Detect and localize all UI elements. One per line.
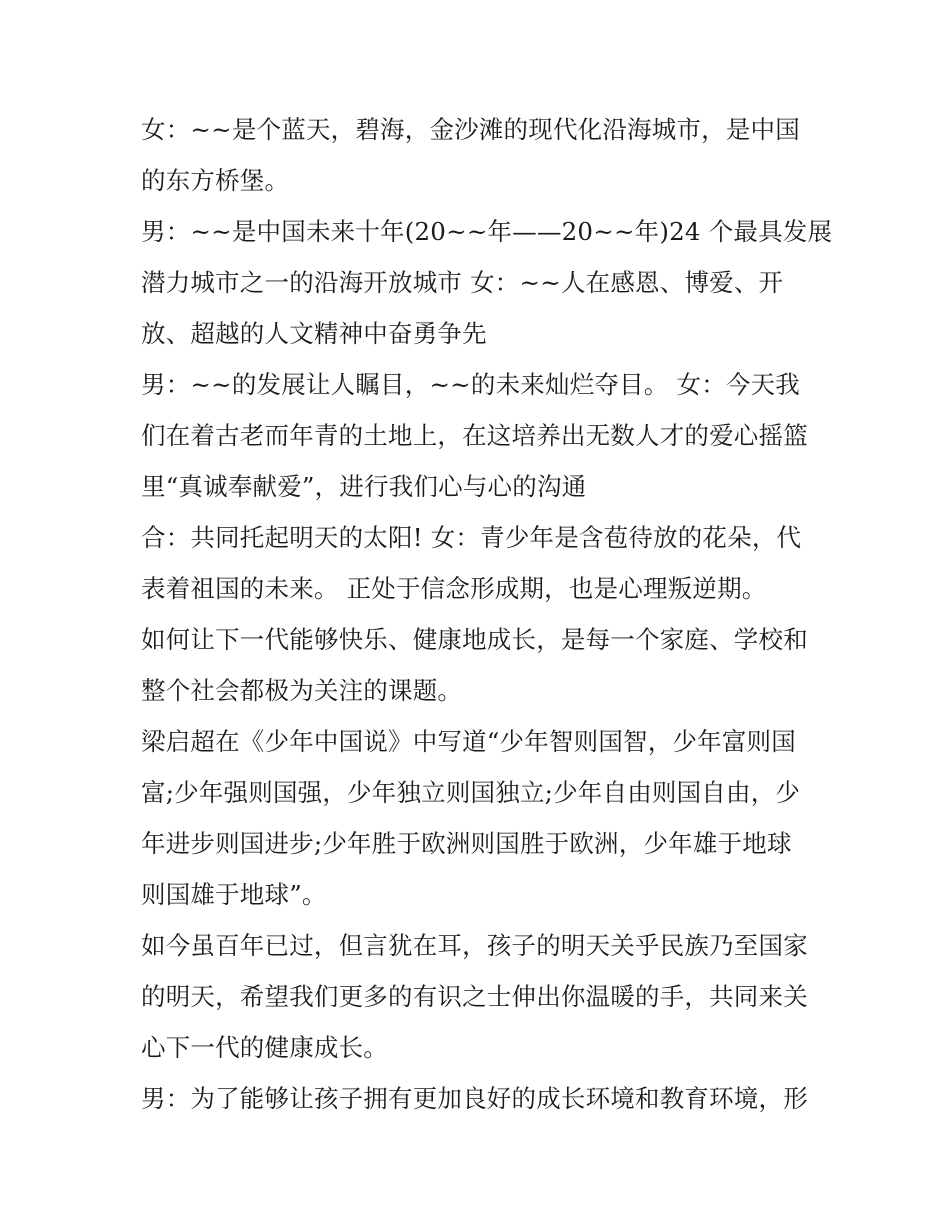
text-line-1: 女：~~是个蓝天，碧海，金沙滩的现代化沿海城市，是中国: [141, 115, 800, 144]
text-line-10: 表着祖国的未来。 正处于信念形成期，也是心理叛逆期。: [141, 574, 767, 603]
text-line-18: 的明天，希望我们更多的有识之士伸出你温暖的手，共同来关: [141, 982, 808, 1011]
text-line-6: 男：~~的发展让人瞩目，~~的未来灿烂夺目。 女：今天我: [141, 370, 800, 399]
text-line-13: 梁启超在《少年中国说》中写道“少年智则国智，少年富则国: [141, 727, 796, 756]
text-line-11: 如何让下一代能够快乐、健康地成长，是每一个家庭、学校和: [141, 625, 808, 654]
text-line-9: 合：共同托起明天的太阳! 女：青少年是含苞待放的花朵，代: [141, 523, 802, 552]
text-line-20: 男：为了能够让孩子拥有更加良好的成长环境和教育环境，形: [141, 1084, 808, 1113]
text-line-5: 放、超越的人文精神中奋勇争先: [141, 319, 487, 348]
text-line-7: 们在着古老而年青的土地上，在这培养出无数人才的爱心摇篮: [141, 421, 808, 450]
text-line-15: 年进步则国进步;少年胜于欧洲则国胜于欧洲，少年雄于地球: [141, 829, 792, 858]
text-line-16: 则国雄于地球”。: [141, 880, 327, 909]
text-line-4: 潜力城市之一的沿海开放城市 女：~~人在感恩、博爱、开: [141, 268, 784, 297]
text-line-12: 整个社会都极为关注的课题。: [141, 676, 463, 705]
text-line-19: 心下一代的健康成长。: [141, 1033, 388, 1062]
text-line-3: 男：~~是中国未来十年(20~~年——20~~年)24 个最具发展: [141, 217, 833, 246]
text-line-2: 的东方桥堡。: [141, 166, 290, 195]
text-line-14: 富;少年强则国强，少年独立则国独立;少年自由则国自由，少: [141, 778, 801, 807]
text-line-8: 里“真诚奉献爱”，进行我们心与心的沟通: [141, 472, 587, 501]
text-line-17: 如今虽百年已过，但言犹在耳，孩子的明天关乎民族乃至国家: [141, 931, 808, 960]
